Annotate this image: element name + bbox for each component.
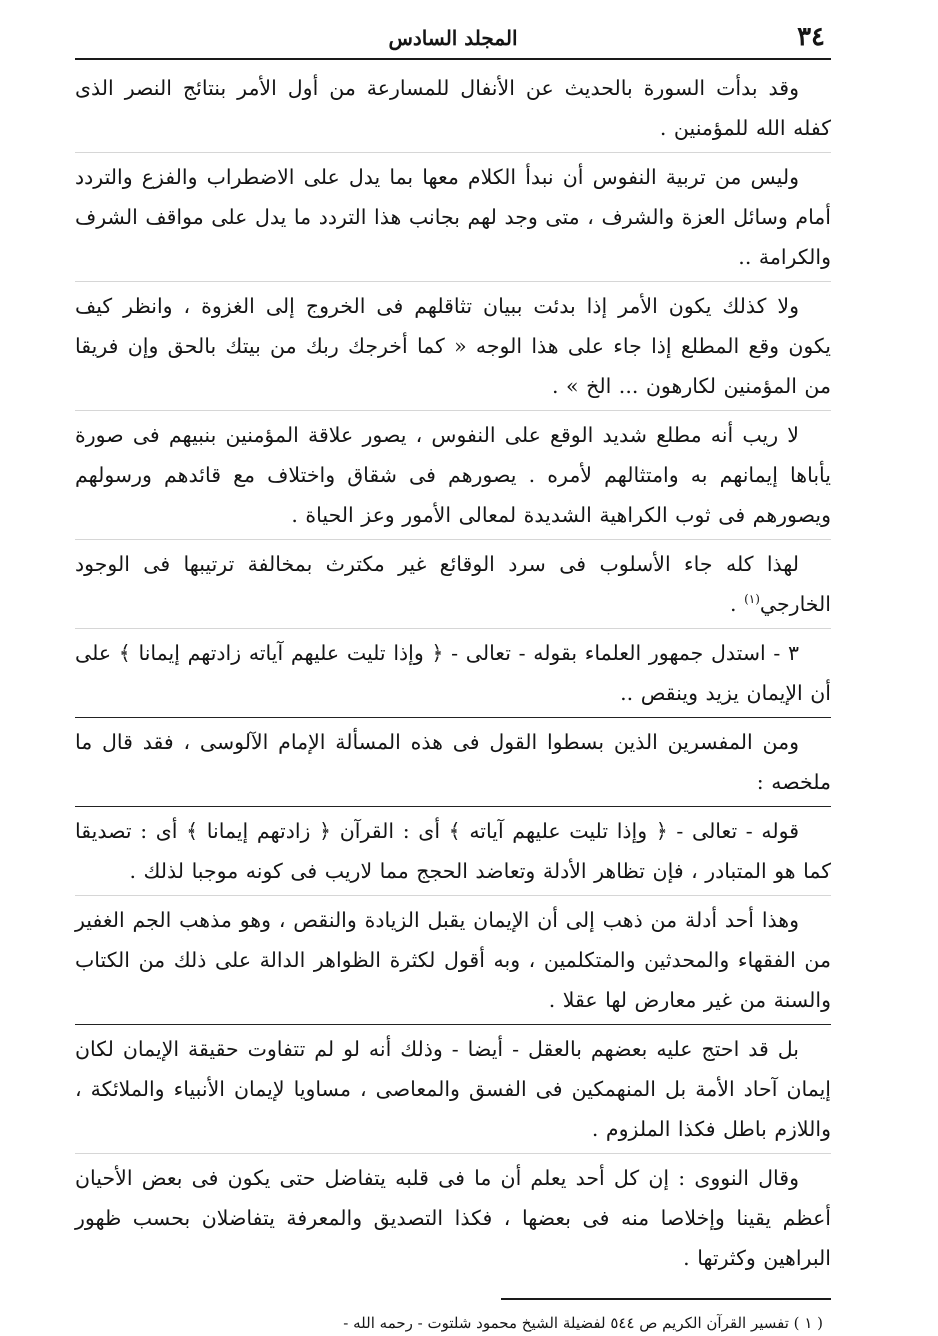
paragraph: لا ريب أنه مطلع شديد الوقع على النفوس ، يصور علاقة المؤمنين بنبيهم فى صورة يأباها إيمانهم به وامتثالهم لأمره . يصورهم فى شقاق واختلاف مع قائدهم ورسولهم ويصورهم فى ثوب الكراهية الشديدة لمعالى الأمور وعز الحياة . [75,423,831,527]
page-header [75,18,831,60]
running-title: المجلد السادس [388,26,518,50]
paragraph: وهذا أحد أدلة من ذهب إلى أن الإيمان يقبل الزيادة والنقص ، وهو مذهب الجم الغفير من الفقهاء والمحدثين والمتكلمين ، وبه أقول لكثرة الظواهر الدالة على ذلك من الكتاب والسنة من غير معارض لها عقلا . [75,908,831,1012]
paragraph-divider [75,806,831,807]
footnote-marker: (١) [744,592,760,607]
paragraph: ومن المفسرين الذين بسطوا القول فى هذه المسألة الإمام الآلوسى ، فقد قال ما ملخصه : [75,730,831,794]
paragraph: وليس من تربية النفوس أن نبدأ الكلام معها بما يدل على الاضطراب والفزع والتردد أمام وسائل العزة والشرف ، متى وجد لهم بجانب هذا التردد ما يدل على مواقف الشرف والكرامة .. [75,165,831,269]
footnote-separator [501,1298,831,1300]
page-body [75,60,831,1278]
footnote: ( ١ ) تفسير القرآن الكريم ص ٥٤٤ لفضيلة الشيخ محمود شلتوت - رحمه الله - [343,1314,823,1332]
paragraph: ٣ - استدل جمهور العلماء بقوله - تعالى - ﴿ وإذا تليت عليهم آياته زادتهم إيمانا ﴾ على أن الإيمان يزيد وينقص .. [75,641,831,705]
paragraph-text: لهذا كله جاء الأسلوب فى سرد الوقائع غير مكترث بمخالفة ترتيبها فى الوجود الخارجي [75,552,831,616]
paragraph-divider [75,539,831,540]
paragraph: وقد بدأت السورة بالحديث عن الأنفال للمسارعة من أول الأمر بنتائج النصر الذى كفله الله للمؤمنين . [75,76,831,140]
paragraph-divider [75,410,831,411]
paragraph-divider [75,895,831,896]
paragraph: بل قد احتج عليه بعضهم بالعقل - أيضا - وذلك أنه لو لم تتفاوت حقيقة الإيمان لكان إيمان آحاد الأمة بل المنهمكين فى الفسق والمعاصى ، مساويا لإيمان الأنبياء والملائكة ، واللازم باطل فكذا الملزوم . [75,1037,831,1141]
paragraph-divider [75,1153,831,1154]
paragraph-divider [75,1024,831,1025]
paragraph: وقال النووى : إن كل أحد يعلم أن ما فى قلبه يتفاضل حتى يكون فى بعض الأحيان أعظم يقينا وإخلاصا منه فى بعضها ، فكذا التصديق والمعرفة يتفاضلان بحسب ظهور البراهين وكثرتها . [75,1166,831,1270]
book-page [75,18,831,1332]
paragraph: قوله - تعالى - ﴿ وإذا تليت عليهم آياته ﴾ أى : القرآن ﴿ زادتهم إيمانا ﴾ أى : تصديقا كما هو المتبادر ، فإن تظاهر الأدلة وتعاضد الحجج مما لاريب فى كونه موجبا لذلك . [75,819,831,883]
paragraph-end: . [730,592,745,616]
paragraph-with-footnote-ref [75,544,831,624]
paragraph-divider [75,152,831,153]
paragraph: ولا كذلك يكون الأمر إذا بدئت ببيان تثاقلهم فى الخروج إلى الغزوة ، وانظر كيف يكون وقع المطلع إذا جاء على هذا الوجه « كما أخرجك ربك من بيتك بالحق وإن فريقا من المؤمنين لكارهون ... الخ » . [75,294,831,398]
paragraph-divider [75,281,831,282]
page-number: ٣٤ [797,22,825,52]
paragraph-divider [75,717,831,718]
paragraph-divider [75,628,831,629]
